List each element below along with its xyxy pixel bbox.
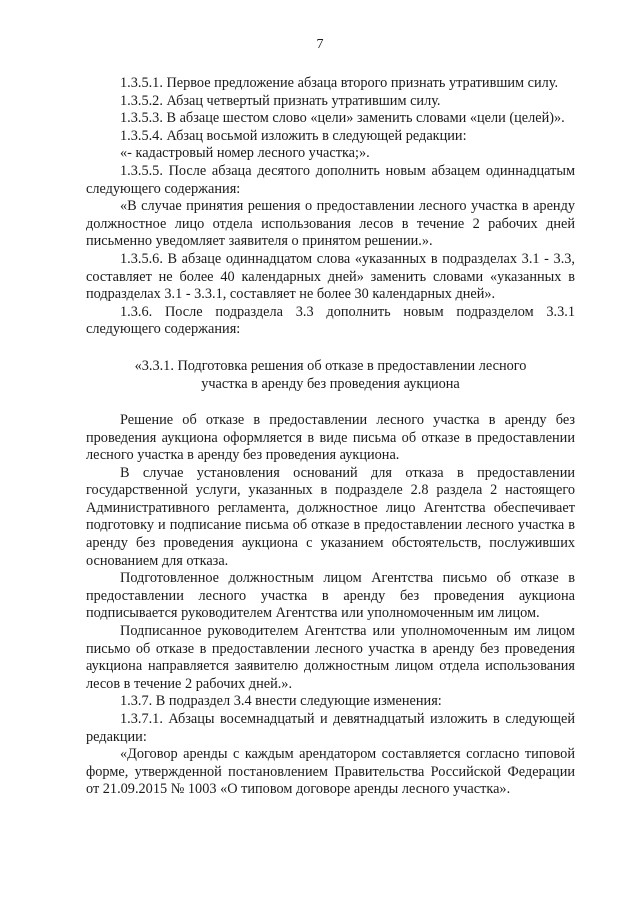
paragraph-1-3-5-5: 1.3.5.5. После абзаца десятого дополнить новым абзацем одиннадцатым следующего содержания: [86,162,575,197]
paragraph-letter-sending: Подписанное руководителем Агентства или уполномоченным им лицом письмо об отказе в предоставлении лесного участка в аренду без проведения аукциона направляется заявителю должностным лицом отдела использования лесов в течение 2 рабочих дней.». [86,623,575,692]
paragraph-1-3-5-3: 1.3.5.3. В абзаце шестом слово «цели» заменить словами «цели (целей)». [120,110,565,127]
paragraph-refusal-letter: Решение об отказе в предоставлении лесного участка в аренду без проведения аукциона оформляется в виде письма об отказе в предоставлении лесного участка в аренду без проведения аукциона. [86,411,575,464]
document-body [86,75,575,799]
paragraph-1-3-7-1: 1.3.7.1. Абзацы восемнадцатый и девятнадцатый изложить в следующей редакции: [86,711,575,745]
quote-cadastral-number: «- кадастровый номер лесного участка;». [120,145,370,162]
paragraph-1-3-5-1: 1.3.5.1. Первое предложение абзаца второго признать утратившим силу. [120,75,559,91]
quote-decision-notice: «В случае принятия решения о предоставлении лесного участка в аренду должностное лицо отдела использования лесов в течение 2 рабочих дней письменно уведомляет заявителя о принятом решении.». [86,198,575,250]
paragraph-1-3-5-2: 1.3.5.2. Абзац четвертый признать утратившим силу. [120,92,441,109]
section-heading-3-3-1: «3.3.1. Подготовка решения об отказе в предоставлении лесного участка в аренду без проведения аукциона [134,357,527,392]
paragraph-refusal-grounds: В случае установления оснований для отказа в предоставлении государственной услуги, указанных в подразделе 2.8 раздела 2 настоящего Административного регламента, должностное лицо Агентства обеспечивает подготовку и подписание письма об отказе в предоставлении лесного участка в аренду без проведения аукциона с указанием обстоятельств, послуживших основанием для отказа. [86,464,575,569]
paragraph-1-3-5-4: 1.3.5.4. Абзац восьмой изложить в следующей редакции: [120,127,467,144]
paragraph-1-3-5-6: 1.3.5.6. В абзаце одиннадцатом слова «указанных в подразделах 3.1 - 3.3, составляет не более 40 календарных дней» заменить словами «указанных в подразделах 3.1 - 3.3.1, составляет не более 30 календарных дней». [86,250,575,303]
page-number: 7 [316,37,324,52]
paragraph-1-3-7: 1.3.7. В подраздел 3.4 внести следующие изменения: [120,693,442,710]
paragraph-1-3-6: 1.3.6. После подраздела 3.3 дополнить новым подразделом 3.3.1 следующего содержания: [86,303,575,338]
paragraph-letter-signing: Подготовленное должностным лицом Агентства письмо об отказе в предоставлении лесного участка в аренду без проведения аукциона подписывается руководителем Агентства или уполномоченным им лицом. [86,570,575,622]
quote-lease-agreement: «Договор аренды с каждым арендатором составляется согласно типовой форме, утвержденной постановлением Правительства Российской Федерации от 21.09.2015 № 1003 «О типовом договоре аренды лесного участка». [86,746,575,798]
